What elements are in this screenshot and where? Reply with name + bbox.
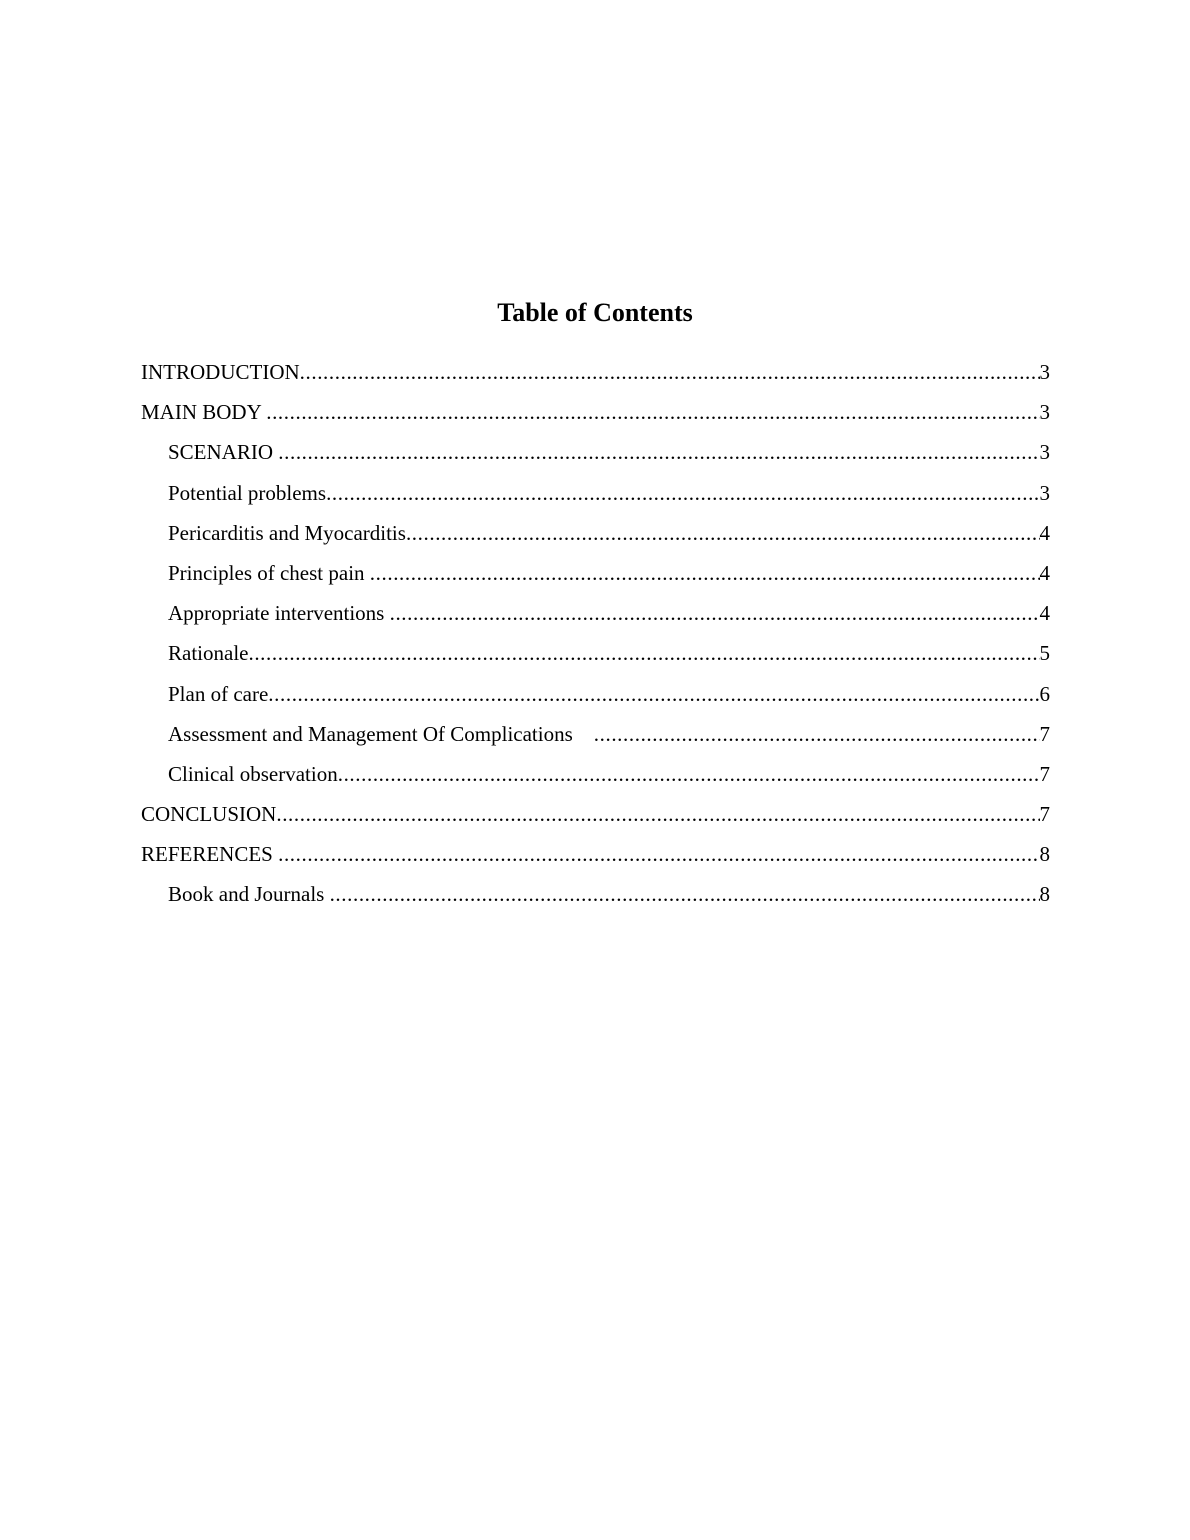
toc-entry-label: Plan of care [168,681,269,706]
toc-entry-principles-of-chest-pain[interactable] [141,553,1050,593]
toc-page-number: 3 [1039,400,1050,425]
toc-page-number: 7 [1039,802,1050,827]
toc-entry-label: Book and Journals [168,882,330,907]
toc-page-number: 4 [1039,520,1050,545]
toc-entry-label: REFERENCES [141,842,279,867]
toc-entry-label: Appropriate interventions [168,601,390,626]
toc-entry-assessment-and-management[interactable] [141,714,1050,754]
toc-dot-leader [326,473,1039,513]
toc-entry-label: Principles of chest pain [168,560,370,585]
toc-entry-label: CONCLUSION [141,802,277,827]
toc-page-number: 5 [1039,641,1050,666]
toc-title: Table of Contents [497,298,693,327]
toc-entry-label: Pericarditis and Myocarditis [168,520,406,545]
toc-entry-label: INTRODUCTION [141,360,300,384]
toc-dot-leader [268,674,1039,714]
toc-page-number: 3 [1039,360,1050,384]
toc-entry-appropriate-interventions[interactable] [141,593,1050,633]
toc-entry-scenario[interactable] [141,432,1050,472]
toc-page-number: 8 [1039,842,1050,867]
toc-entry-potential-problems[interactable] [141,473,1050,513]
toc-page-number: 8 [1039,882,1050,907]
toc-entry-book-and-journals[interactable] [141,874,1050,914]
toc-entry-label: Rationale [168,641,249,666]
toc-entry-rationale[interactable] [141,633,1050,673]
toc-page-number: 4 [1039,601,1050,626]
toc-dot-leader [330,874,1040,914]
toc-dot-leader [276,794,1039,834]
toc-entry-label: SCENARIO [168,440,279,465]
toc-entry-references[interactable] [141,834,1050,874]
toc-dot-leader [278,834,1039,874]
toc-dot-leader [406,513,1040,553]
toc-page-number: 6 [1039,681,1050,706]
toc-dot-leader [278,432,1039,472]
toc-page-number: 3 [1039,480,1050,505]
toc-dot-leader [390,593,1040,633]
toc-entry-main-body[interactable] [141,392,1050,432]
toc-entry-plan-of-care[interactable] [141,674,1050,714]
toc-page-number: 7 [1039,721,1050,746]
toc-entry-label: Potential problems [168,480,327,505]
toc-entry-label: MAIN BODY [141,400,267,425]
toc-entry-conclusion[interactable] [141,794,1050,834]
toc-entry-label: Assessment and Management Of Complications [168,721,594,746]
toc-page-number: 3 [1039,440,1050,465]
toc-page-number: 4 [1039,560,1050,585]
toc-dot-leader [248,633,1039,673]
toc-dot-leader [338,754,1040,794]
toc-list [141,352,1050,915]
toc-entry-pericarditis-and-myocarditis[interactable] [141,513,1050,553]
toc-entry-label: Clinical observation [168,761,338,786]
toc-dot-leader [594,714,1040,754]
toc-page-number: 7 [1039,761,1050,786]
toc-dot-leader [370,553,1040,593]
toc-dot-leader [300,352,1040,392]
toc-entry-introduction[interactable] [141,352,1050,392]
toc-dot-leader [266,392,1039,432]
toc-entry-clinical-observation[interactable] [141,754,1050,794]
